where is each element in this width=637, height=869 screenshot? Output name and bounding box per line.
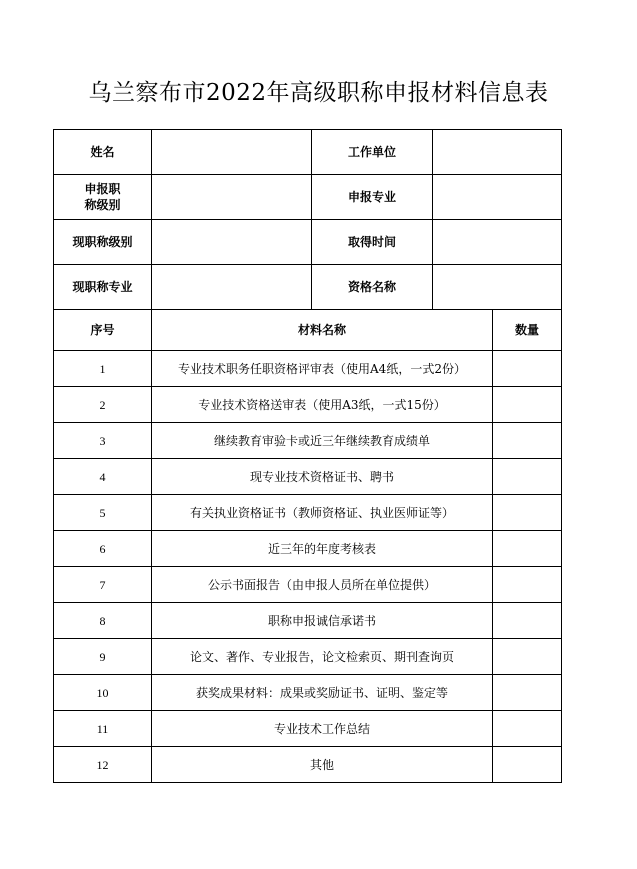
item-quantity-field[interactable]	[493, 531, 562, 567]
applied-title-level-label-line1: 申报职	[84, 182, 121, 196]
info-row-name	[54, 130, 562, 175]
table-row	[54, 639, 562, 675]
item-no: 7	[54, 567, 152, 603]
item-name: 专业技术职务任职资格评审表（使用A4纸，一式2份）	[152, 351, 493, 387]
table-row	[54, 459, 562, 495]
obtained-time-label: 取得时间	[312, 220, 433, 265]
item-quantity-field[interactable]	[493, 675, 562, 711]
item-name: 现专业技术资格证书、聘书	[152, 459, 493, 495]
application-info-table	[53, 129, 562, 783]
item-quantity-field[interactable]	[493, 747, 562, 783]
item-no: 12	[54, 747, 152, 783]
table-row	[54, 495, 562, 531]
applied-title-level-label-line2: 称级别	[84, 198, 121, 212]
current-title-level-label: 现职称级别	[54, 220, 152, 265]
item-name: 专业技术工作总结	[152, 711, 493, 747]
work-unit-field[interactable]	[433, 130, 562, 175]
info-row-current-major	[54, 265, 562, 310]
table-row	[54, 387, 562, 423]
item-no: 9	[54, 639, 152, 675]
item-quantity-field[interactable]	[493, 351, 562, 387]
header-material-name: 材料名称	[152, 310, 493, 351]
item-no: 10	[54, 675, 152, 711]
item-name: 近三年的年度考核表	[152, 531, 493, 567]
item-quantity-field[interactable]	[493, 711, 562, 747]
item-no: 8	[54, 603, 152, 639]
work-unit-label: 工作单位	[312, 130, 433, 175]
item-no: 11	[54, 711, 152, 747]
current-title-major-label: 现职称专业	[54, 265, 152, 310]
item-no: 1	[54, 351, 152, 387]
table-row	[54, 423, 562, 459]
applied-title-level-label	[54, 175, 152, 220]
item-name: 职称申报诚信承诺书	[152, 603, 493, 639]
table-row	[54, 675, 562, 711]
applied-title-level-field[interactable]	[152, 175, 312, 220]
table-row	[54, 567, 562, 603]
item-quantity-field[interactable]	[493, 459, 562, 495]
info-row-title-level	[54, 175, 562, 220]
qualification-name-label: 资格名称	[312, 265, 433, 310]
item-no: 4	[54, 459, 152, 495]
name-field[interactable]	[152, 130, 312, 175]
header-no: 序号	[54, 310, 152, 351]
materials-header-row	[54, 310, 562, 351]
item-no: 3	[54, 423, 152, 459]
item-quantity-field[interactable]	[493, 567, 562, 603]
qualification-name-field[interactable]	[433, 265, 562, 310]
applied-major-field[interactable]	[433, 175, 562, 220]
item-quantity-field[interactable]	[493, 423, 562, 459]
item-name: 其他	[152, 747, 493, 783]
header-quantity: 数量	[493, 310, 562, 351]
item-name: 专业技术资格送审表（使用A3纸，一式15份）	[152, 387, 493, 423]
item-quantity-field[interactable]	[493, 639, 562, 675]
info-row-current-level	[54, 220, 562, 265]
table-row	[54, 747, 562, 783]
item-no: 5	[54, 495, 152, 531]
item-name: 论文、著作、专业报告，论文检索页、期刊查询页	[152, 639, 493, 675]
item-name: 有关执业资格证书（教师资格证、执业医师证等）	[152, 495, 493, 531]
current-title-level-field[interactable]	[152, 220, 312, 265]
item-no: 6	[54, 531, 152, 567]
item-quantity-field[interactable]	[493, 495, 562, 531]
obtained-time-field[interactable]	[433, 220, 562, 265]
table-row	[54, 603, 562, 639]
name-label: 姓名	[54, 130, 152, 175]
current-title-major-field[interactable]	[152, 265, 312, 310]
table-row	[54, 711, 562, 747]
item-name: 继续教育审验卡或近三年继续教育成绩单	[152, 423, 493, 459]
table-row	[54, 351, 562, 387]
applied-major-label: 申报专业	[312, 175, 433, 220]
item-name: 获奖成果材料：成果或奖励证书、证明、鉴定等	[152, 675, 493, 711]
item-name: 公示书面报告（由申报人员所在单位提供）	[152, 567, 493, 603]
page-title: 乌兰察布市2022年高级职称申报材料信息表	[88, 80, 549, 106]
item-quantity-field[interactable]	[493, 387, 562, 423]
item-quantity-field[interactable]	[493, 603, 562, 639]
table-row	[54, 531, 562, 567]
item-no: 2	[54, 387, 152, 423]
